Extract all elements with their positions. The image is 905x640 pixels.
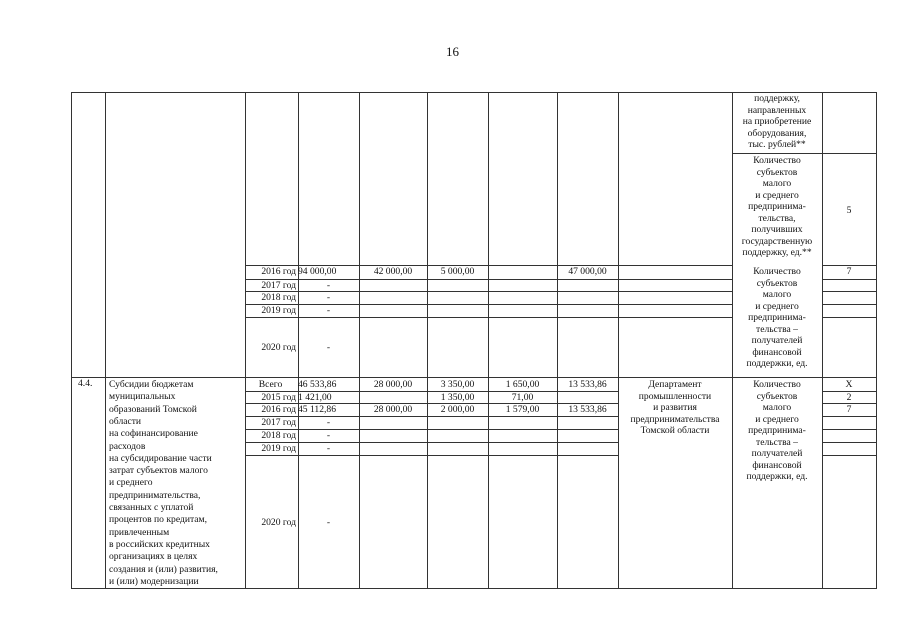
indicator-name-line: тельства – xyxy=(756,436,798,448)
total-value: 94 000,00 xyxy=(298,266,337,277)
indicator-value-divider xyxy=(822,279,876,280)
executor-line: Томской области xyxy=(640,425,710,436)
indicator-name-line: предпринима- xyxy=(748,201,806,212)
total-value: 46 533,86 xyxy=(298,379,337,390)
indicator-name-line: тельства, xyxy=(758,212,796,224)
indicator-value-divider xyxy=(822,291,876,292)
indicator-row-divider xyxy=(732,153,876,154)
column-border-4 xyxy=(359,92,360,588)
indicator-name-line: и среднего xyxy=(755,189,799,201)
funding-value: 1 650,00 xyxy=(505,379,540,390)
indicator-name-line: получателей xyxy=(751,448,803,459)
indicator-value-divider xyxy=(822,304,876,305)
indicator-name-line: малого xyxy=(762,289,792,300)
description-line: связанных с уплатой xyxy=(109,502,194,513)
indicator-value-divider xyxy=(822,416,876,417)
funding-value: 3 350,00 xyxy=(440,379,475,390)
column-border-0 xyxy=(71,92,72,588)
indicator-name-line: поддержку, ед.** xyxy=(742,247,812,258)
total-value: - xyxy=(326,417,331,428)
executor-line: и развития xyxy=(653,402,697,413)
indicator-name-line: поддержки, ед. xyxy=(746,471,808,482)
description-line: в российских кредитных xyxy=(109,538,210,550)
column-border-2 xyxy=(245,92,246,588)
indicator-name-line: субъектов xyxy=(756,166,798,178)
funding-value: 47 000,00 xyxy=(568,266,607,277)
table-bottom-border xyxy=(71,588,877,589)
total-value: 45 112,86 xyxy=(298,404,337,415)
description-line: на софинансирование xyxy=(109,428,198,440)
total-value: - xyxy=(326,292,331,303)
indicator-name-line: тыс. рублей** xyxy=(748,139,806,150)
indicator-name-line: финансовой xyxy=(752,346,802,358)
total-value: - xyxy=(326,430,331,441)
indicator-name-line: субъектов xyxy=(756,390,798,402)
description-line: расходов xyxy=(109,440,146,452)
description-line: Субсидии бюджетам xyxy=(109,379,194,390)
column-border-1 xyxy=(105,92,106,588)
indicator-value: X xyxy=(845,379,853,390)
funding-value: 28 000,00 xyxy=(373,379,413,390)
indicator-name-line: государственную xyxy=(741,235,813,247)
page-number: 16 xyxy=(446,44,459,59)
year-label: 2016 год xyxy=(261,404,296,415)
funding-value: 13 533,86 xyxy=(568,379,607,390)
description-line: на субсидирование части xyxy=(109,452,212,464)
funding-value: 1 350,00 xyxy=(440,392,475,403)
description-line: и (или) модернизации xyxy=(109,575,199,587)
column-border-5 xyxy=(427,92,428,588)
year-label: 2017 год xyxy=(261,280,296,291)
description-line: процентов по кредитам, xyxy=(109,514,208,526)
year-label: 2016 год xyxy=(261,266,296,277)
funding-value: 42 000,00 xyxy=(373,266,413,277)
year-label: 2019 год xyxy=(261,443,296,454)
indicator-value: 5 xyxy=(846,205,852,216)
indicator-value-divider xyxy=(822,455,876,456)
description-line: муниципальных xyxy=(109,391,176,403)
total-value: - xyxy=(326,443,331,454)
indicator-name-line: малого xyxy=(762,178,792,189)
indicator-name-line: и среднего xyxy=(755,300,799,312)
indicator-name-line: предпринима- xyxy=(748,425,806,436)
indicator-name-line: на приобретение xyxy=(742,116,812,127)
indicator-name-line: предпринима- xyxy=(748,312,806,323)
indicator-name-line: Количество xyxy=(753,266,801,277)
column-border-10 xyxy=(822,92,823,588)
indicator-value: 7 xyxy=(846,266,852,277)
block-divider xyxy=(71,377,876,378)
year-label: Всего xyxy=(258,379,283,390)
row-divider xyxy=(245,317,732,318)
column-border-3 xyxy=(298,92,299,588)
funding-value: 71,00 xyxy=(511,392,534,403)
indicator-name-line: финансовой xyxy=(752,459,802,471)
total-value: - xyxy=(326,517,331,528)
executor-line: предпринимательства xyxy=(630,413,720,425)
year-label: 2017 год xyxy=(261,417,296,428)
description-line: предпринимательства, xyxy=(109,489,201,501)
indicator-name-line: Количество xyxy=(753,155,801,166)
description-line: привлеченным xyxy=(109,526,170,538)
funding-value: 2 000,00 xyxy=(440,404,475,415)
executor-line: Департамент xyxy=(648,379,702,390)
indicator-value-divider xyxy=(822,317,876,318)
row-divider xyxy=(245,455,618,456)
indicator-name-line: поддержки, ед. xyxy=(746,358,808,369)
column-border-6 xyxy=(488,92,489,588)
indicator-name-line: тельства – xyxy=(756,323,798,335)
indicator-name-line: оборудования, xyxy=(747,127,807,139)
description-line: организациях в целях xyxy=(109,551,198,563)
indicator-value-divider xyxy=(822,429,876,430)
indicator-name-line: Количество xyxy=(753,379,801,390)
description-line: и среднего xyxy=(109,477,153,489)
year-label: 2015 год xyxy=(261,392,296,403)
item-number: 4.4. xyxy=(78,378,93,389)
indicator-name-line: субъектов xyxy=(756,277,798,289)
year-label: 2018 год xyxy=(261,430,296,441)
year-label: 2020 год xyxy=(261,517,296,528)
indicator-name-line: и среднего xyxy=(755,413,799,425)
indicator-value: 2 xyxy=(846,392,852,403)
year-label: 2019 год xyxy=(261,305,296,316)
column-border-8 xyxy=(618,92,619,588)
funding-value: 5 000,00 xyxy=(440,266,475,277)
column-border-7 xyxy=(557,92,558,588)
column-border-11 xyxy=(876,92,877,588)
indicator-name-line: получателей xyxy=(751,335,803,346)
total-value: - xyxy=(326,305,331,316)
total-value: - xyxy=(326,342,331,353)
description-line: области xyxy=(109,415,142,427)
indicator-name-line: получивших xyxy=(751,224,803,235)
indicator-name-line: поддержку, xyxy=(754,93,800,104)
executor-line: промышленности xyxy=(638,390,712,402)
description-line: затрат субъектов малого xyxy=(109,465,208,477)
indicator-name-line: направленных xyxy=(747,104,807,116)
funding-value: 13 533,86 xyxy=(568,404,607,415)
year-label: 2018 год xyxy=(261,292,296,303)
indicator-name-line: малого xyxy=(762,402,792,413)
total-value: - xyxy=(326,280,331,291)
funding-value: 28 000,00 xyxy=(373,404,413,415)
year-label: 2020 год xyxy=(261,342,296,353)
indicator-value-divider xyxy=(822,442,876,443)
description-line: образований Томской xyxy=(109,403,197,415)
total-value: 1 421,00 xyxy=(298,392,332,403)
funding-value: 1 579,00 xyxy=(505,404,540,415)
indicator-value: 7 xyxy=(846,404,852,415)
description-line: создания и (или) развития, xyxy=(109,563,218,575)
